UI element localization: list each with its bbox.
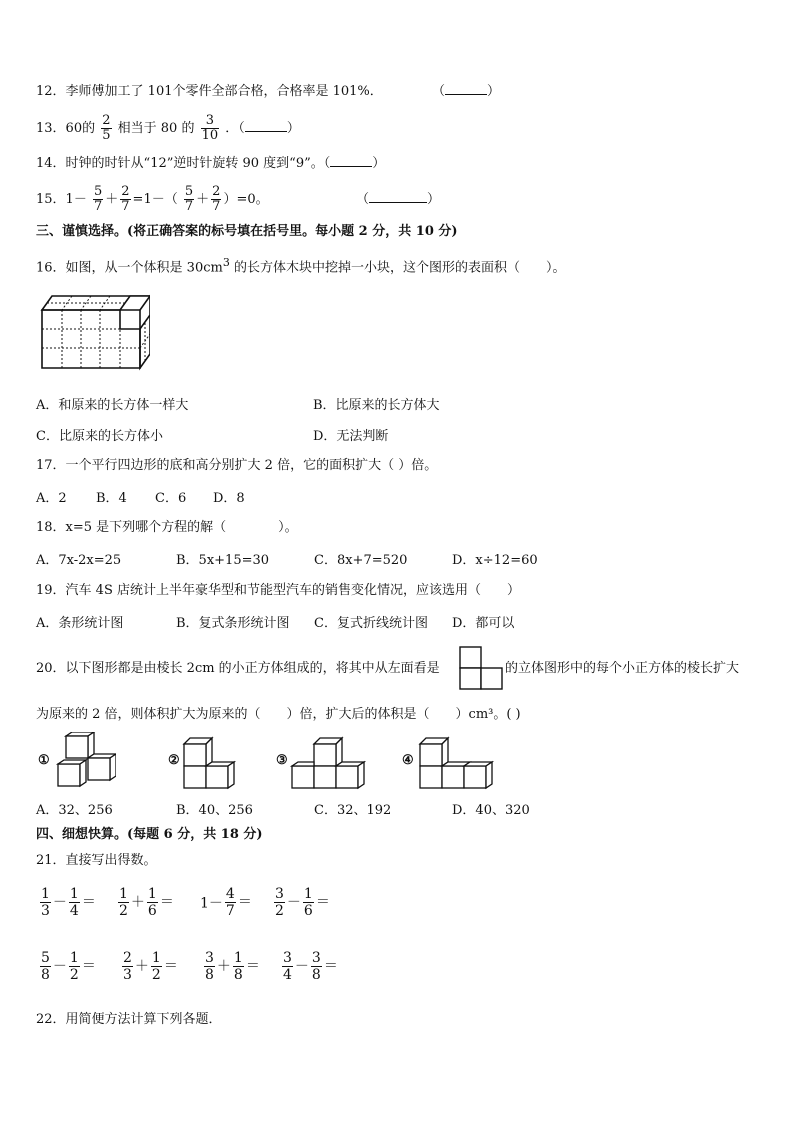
- q20-line1-b: 的立体图形中的每个小正方体的棱长扩大: [505, 661, 740, 676]
- q21-expr-3[interactable]: 1－ $\frac{4}{7}$ ＝: [200, 886, 252, 919]
- q21-expr-5[interactable]: $\frac{5}{8}$ － $\frac{1}{2}$ ＝: [41, 950, 96, 983]
- q14-answer-blank[interactable]: [330, 166, 372, 167]
- fraction: $\frac{2}{5}$: [102, 113, 111, 143]
- left-view-shape: [459, 646, 503, 690]
- q21-expr-6[interactable]: $\frac{2}{3}$ ＋ $\frac{1}{2}$ ＝: [123, 950, 178, 983]
- q21-expr-1[interactable]: $\frac{1}{3}$ － $\frac{1}{4}$ ＝: [41, 886, 96, 919]
- section-3-heading: 三、谨慎选择。(将正确答案的标号填在括号里。每小题 2 分，共 10 分): [36, 224, 458, 239]
- q16-option-c[interactable]: C．比原来的长方体小: [36, 429, 163, 444]
- q20-option-d[interactable]: D．40、320: [452, 803, 530, 818]
- q17-option-b[interactable]: B．4: [96, 491, 127, 506]
- q17-option-c[interactable]: C．6: [155, 491, 187, 506]
- q21-expr-7[interactable]: $\frac{3}{8}$ ＋ $\frac{1}{8}$ ＝: [205, 950, 260, 983]
- q18-option-b[interactable]: B．5x+15=30: [176, 553, 270, 568]
- q19: 19．汽车 4S 店统计上半年豪华型和节能型汽车的销售变化情况，应该选用（ ）: [36, 583, 520, 598]
- q21-expr-4[interactable]: $\frac{3}{2}$ － $\frac{1}{6}$ ＝: [275, 886, 330, 919]
- fraction: $\frac{3}{10}$: [201, 113, 219, 143]
- q21: 21．直接写出得数。: [36, 853, 157, 868]
- q17-option-d[interactable]: D．8: [213, 491, 245, 506]
- q20-line2: 为原来的 2 倍，则体积扩大为原来的（ ）倍，扩大后的体积是（ ）cm³。( ): [36, 707, 521, 722]
- figure-label-2: ②: [168, 753, 180, 768]
- cube-figure-2[interactable]: [182, 734, 238, 790]
- q13: 13．60的 $\frac{2}{5}$ 相当于 80 的 $\frac{3}{10}$ ．（ ）: [36, 113, 300, 143]
- q19-option-a[interactable]: A．条形统计图: [36, 616, 124, 631]
- q13-answer-blank[interactable]: [245, 131, 287, 132]
- q20-option-b[interactable]: B．40、256: [176, 803, 253, 818]
- q22: 22．用简便方法计算下列各题．: [36, 1012, 222, 1027]
- q15: 15．1－ $\frac{5}{7}$ ＋ $\frac{2}{7}$ =1－（ $\frac{5}{7}$ ＋ $\frac{2}{7}$ ）=0。: [36, 184, 269, 214]
- q18-option-c[interactable]: C．8x+7=520: [314, 553, 408, 568]
- q16-option-a[interactable]: A．和原来的长方体一样大: [36, 398, 189, 413]
- q21-expr-2[interactable]: $\frac{1}{2}$ ＋ $\frac{1}{6}$ ＝: [119, 886, 174, 919]
- q19-option-c[interactable]: C．复式折线统计图: [314, 616, 428, 631]
- cube-figure-4[interactable]: [418, 734, 498, 790]
- q15-answer-blank[interactable]: （ ）: [356, 192, 441, 207]
- q18: 18．x=5 是下列哪个方程的解（ ）。: [36, 520, 298, 535]
- q19-option-d[interactable]: D．都可以: [452, 616, 515, 631]
- q17-option-a[interactable]: A．2: [36, 491, 67, 506]
- q12: [36, 82, 383, 102]
- q20-option-c[interactable]: C．32、192: [314, 803, 392, 818]
- q12-answer-blank[interactable]: （ ）: [432, 84, 501, 99]
- q16-option-d[interactable]: D．无法判断: [313, 429, 389, 444]
- q12-text: 12．李师傅加工了 101个零件全部合格，合格率是 101%．: [36, 84, 383, 99]
- q19-option-b[interactable]: B．复式条形统计图: [176, 616, 290, 631]
- q21-expr-8[interactable]: $\frac{3}{4}$ － $\frac{3}{8}$ ＝: [283, 950, 338, 983]
- cube-figure-3[interactable]: [290, 734, 366, 790]
- q17: 17．一个平行四边形的底和高分别扩大 2 倍，它的面积扩大（ ）倍。: [36, 458, 438, 473]
- q16: 16．如图，从一个体积是 $30cm^3$ 的长方体木块中挖掉一小块，这个图形的表面积（ ）。: [36, 256, 566, 276]
- q20-line1-a: 20．以下图形都是由棱长 2cm 的小正方体组成的，将其中从左面看是: [36, 661, 440, 676]
- cube-figure-1[interactable]: [56, 732, 116, 788]
- q18-option-d[interactable]: D．x÷12=60: [452, 553, 538, 568]
- figure-label-4: ④: [402, 753, 414, 768]
- q20-option-a[interactable]: A．32、256: [36, 803, 113, 818]
- figure-label-1: ①: [38, 753, 50, 768]
- q16-option-b[interactable]: B．比原来的长方体大: [313, 398, 440, 413]
- hollowed-cuboid-figure: [38, 290, 150, 372]
- figure-label-3: ③: [276, 753, 288, 768]
- section-4-heading: 四、细想快算。(每题 6 分，共 18 分): [36, 827, 263, 842]
- q14: 14．时钟的时针从“12”逆时针旋转 90 度到“9”。（ ）: [36, 156, 386, 171]
- q18-option-a[interactable]: A．7x-2x=25: [36, 553, 122, 568]
